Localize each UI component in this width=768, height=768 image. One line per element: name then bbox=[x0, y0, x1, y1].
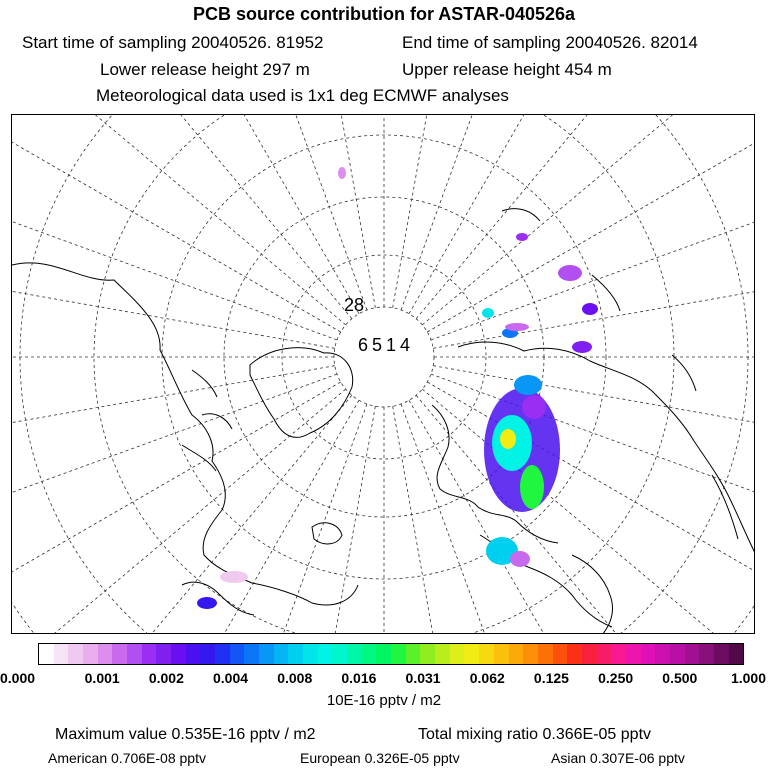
colorbar-cell bbox=[54, 644, 69, 664]
meridian-line bbox=[228, 406, 376, 634]
colorbar-cell bbox=[156, 644, 171, 664]
colorbar-cell bbox=[553, 644, 568, 664]
meridian-line bbox=[427, 382, 755, 634]
colorbar-tick-label: 0.500 bbox=[662, 670, 698, 686]
upper-height-label: Upper release height 454 m bbox=[402, 60, 612, 79]
colorbar-tick-label: 0.031 bbox=[405, 670, 441, 686]
colorbar-cell bbox=[230, 644, 245, 664]
colorbar-cell bbox=[127, 644, 142, 664]
colorbar-tick-label: 0.008 bbox=[277, 670, 313, 686]
colorbar-cell bbox=[464, 644, 479, 664]
colorbar-cell bbox=[670, 644, 685, 664]
map-label-28: 28 bbox=[344, 295, 365, 315]
meridian-line bbox=[401, 115, 692, 310]
latitude-circle bbox=[12, 115, 755, 634]
meridian-line bbox=[12, 115, 352, 319]
plume-spot-10 bbox=[338, 167, 346, 179]
colorbar-ticks bbox=[0, 670, 768, 688]
colorbar-cell bbox=[611, 644, 626, 664]
meridian-line bbox=[431, 374, 755, 634]
map-frame bbox=[11, 114, 755, 634]
colorbar-cell bbox=[98, 644, 113, 664]
total-mixing-label: Total mixing ratio 0.366E-05 pptv bbox=[418, 726, 652, 743]
chart-title: PCB source contribution for ASTAR-040526a bbox=[192, 4, 576, 24]
colorbar-cell bbox=[435, 644, 450, 664]
meridian-line bbox=[427, 115, 755, 332]
colorbar-cell bbox=[215, 644, 230, 664]
meridian-line bbox=[416, 115, 755, 319]
plume-spot-7 bbox=[516, 233, 528, 241]
colorbar-tick-label: 0.000 bbox=[0, 670, 36, 686]
colorbar-cell bbox=[288, 644, 303, 664]
colorbar-cell bbox=[318, 644, 333, 664]
plume-south-europe bbox=[520, 465, 544, 509]
plume-med-edge bbox=[510, 551, 530, 567]
meridian-line bbox=[422, 389, 755, 634]
coastline-canadian-islands bbox=[182, 370, 232, 471]
colorbar-cell bbox=[274, 644, 289, 664]
plume-spot-1 bbox=[558, 265, 582, 281]
meridian-line bbox=[12, 395, 352, 634]
plume-scandinavia bbox=[522, 395, 546, 419]
concentration-plume bbox=[197, 167, 598, 609]
meridian-line bbox=[76, 115, 367, 310]
colorbar-cell bbox=[714, 644, 729, 664]
meridian-line bbox=[12, 389, 346, 634]
colorbar-cell bbox=[479, 644, 494, 664]
colorbar-cell bbox=[582, 644, 597, 664]
asian-contribution: Asian 0.307E-06 pptv bbox=[551, 750, 685, 766]
colorbar-cell bbox=[200, 644, 215, 664]
coastline-north-america bbox=[12, 263, 358, 605]
colorbar-cell bbox=[699, 644, 714, 664]
colorbar-tick-label: 1.000 bbox=[730, 670, 766, 686]
colorbar-cell bbox=[450, 644, 465, 664]
colorbar-cell bbox=[567, 644, 582, 664]
plume-hot-europe bbox=[500, 429, 516, 449]
meridian-line bbox=[12, 366, 335, 514]
meridian-line bbox=[12, 115, 341, 332]
plume-north-europe bbox=[514, 375, 542, 395]
colorbar-cell bbox=[303, 644, 318, 664]
colorbar-cell bbox=[391, 644, 406, 664]
meridian-line bbox=[12, 374, 337, 634]
plume-spot-3 bbox=[572, 341, 592, 353]
colorbar-cell bbox=[729, 644, 744, 664]
meridian-line bbox=[422, 115, 755, 325]
plume-spot-8 bbox=[197, 597, 217, 609]
plume-spot-6 bbox=[505, 323, 529, 331]
colorbar-tick-label: 0.062 bbox=[469, 670, 505, 686]
colorbar-units: 10E-16 pptv / m2 bbox=[326, 692, 442, 709]
colorbar-cell bbox=[362, 644, 377, 664]
colorbar-cell bbox=[347, 644, 362, 664]
colorbar-tick-label: 0.125 bbox=[533, 670, 569, 686]
colorbar-cell bbox=[597, 644, 612, 664]
colorbar-cell bbox=[420, 644, 435, 664]
coastlines bbox=[12, 209, 755, 634]
colorbar-cell bbox=[68, 644, 83, 664]
colorbar-tick-label: 0.016 bbox=[341, 670, 377, 686]
lower-height-label: Lower release height 297 m bbox=[100, 60, 310, 79]
coastline-iceland bbox=[312, 523, 342, 544]
colorbar-tick-label: 0.001 bbox=[84, 670, 120, 686]
meridian-line bbox=[228, 115, 376, 308]
meridian-line bbox=[12, 201, 335, 349]
colorbar-cell bbox=[509, 644, 524, 664]
european-contribution: European 0.326E-05 pptv bbox=[300, 750, 460, 766]
colorbar-cell bbox=[538, 644, 553, 664]
lat-lon-grid bbox=[12, 115, 755, 634]
colorbar-cell bbox=[685, 644, 700, 664]
colorbar-cell bbox=[494, 644, 509, 664]
colorbar-cell bbox=[142, 644, 157, 664]
meridian-line bbox=[76, 404, 367, 634]
latitude-circle bbox=[334, 307, 434, 407]
colorbar-cell bbox=[626, 644, 641, 664]
map-label-6514: 6514 bbox=[358, 335, 415, 355]
colorbar-cell bbox=[112, 644, 127, 664]
start-time-label: Start time of sampling 20040526. 81952 bbox=[22, 33, 324, 52]
colorbar-cell bbox=[523, 644, 538, 664]
polar-map bbox=[12, 115, 755, 634]
meridian-line bbox=[416, 395, 755, 634]
colorbar-tick-label: 0.250 bbox=[598, 670, 634, 686]
met-data-label: Meteorological data used is 1x1 deg ECMWF analyses bbox=[96, 86, 509, 105]
colorbar-cell bbox=[83, 644, 98, 664]
meridian-line bbox=[12, 115, 337, 340]
colorbar-cell bbox=[171, 644, 186, 664]
colorbar-cell bbox=[376, 644, 391, 664]
meridian-line bbox=[393, 115, 541, 308]
end-time-label: End time of sampling 20040526. 82014 bbox=[402, 33, 698, 52]
plume-spot-2 bbox=[582, 303, 598, 315]
colorbar-cell bbox=[259, 644, 274, 664]
colorbar-cell bbox=[655, 644, 670, 664]
colorbar-cell bbox=[406, 644, 421, 664]
max-value-label: Maximum value 0.535E-16 pptv / m2 bbox=[55, 726, 316, 743]
colorbar-cell bbox=[244, 644, 259, 664]
colorbar-cell bbox=[39, 644, 54, 664]
latitude-circle bbox=[162, 135, 606, 579]
plume-spot-9 bbox=[220, 571, 248, 583]
colorbar-cell bbox=[641, 644, 656, 664]
latitude-circle bbox=[282, 255, 486, 459]
meridian-line bbox=[12, 382, 341, 634]
colorbar bbox=[38, 643, 744, 665]
colorbar-tick-label: 0.004 bbox=[213, 670, 249, 686]
meridian-line bbox=[12, 115, 346, 325]
meridian-line bbox=[409, 400, 755, 634]
meridian-line bbox=[12, 400, 359, 634]
colorbar-tick-label: 0.002 bbox=[148, 670, 184, 686]
plume-spot-5 bbox=[482, 308, 494, 318]
colorbar-cell bbox=[332, 644, 347, 664]
colorbar-cell bbox=[186, 644, 201, 664]
american-contribution: American 0.706E-08 pptv bbox=[48, 750, 206, 766]
coastline-greenland bbox=[250, 348, 353, 438]
